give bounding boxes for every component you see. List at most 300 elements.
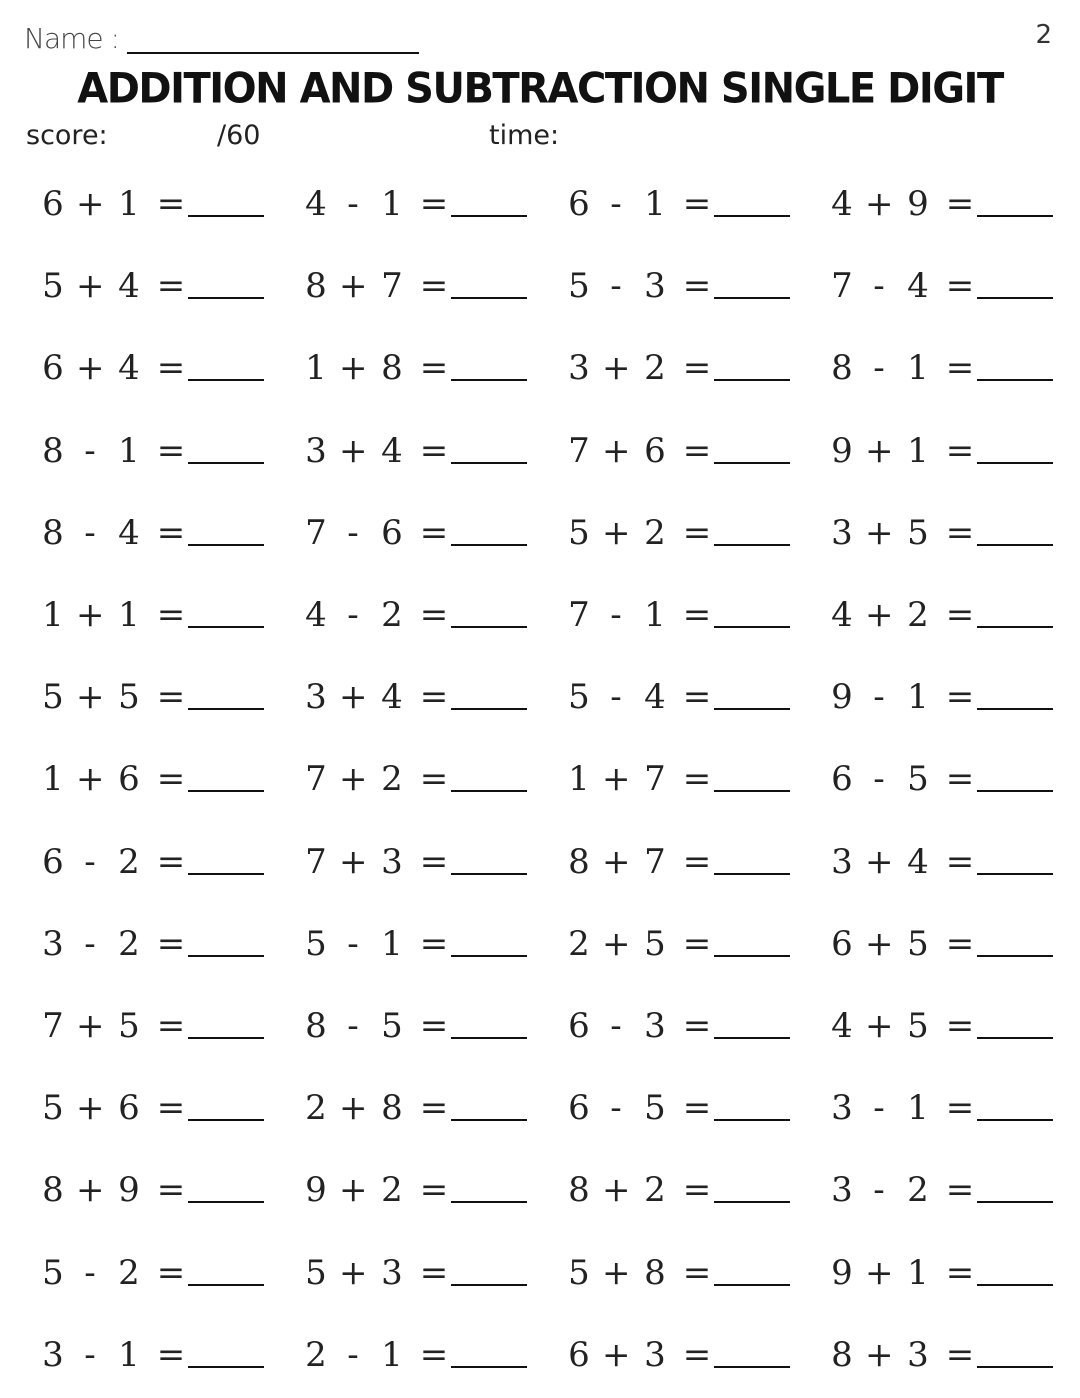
equals-sign: = [682,1088,712,1128]
equals-sign: = [945,266,975,306]
math-problem [831,260,1080,320]
first-operand: 2 [568,924,590,964]
math-problem [568,1247,828,1307]
equals-sign: = [682,924,712,964]
answer-blank[interactable] [451,1119,527,1121]
operator-sign: + [76,759,105,799]
answer-blank[interactable] [977,462,1053,464]
problem-row [0,507,1080,567]
second-operand: 5 [118,1006,140,1046]
operator-sign: + [602,1335,631,1375]
operator-sign: + [602,759,631,799]
equals-sign: = [419,348,449,388]
math-problem [568,342,828,402]
second-operand: 3 [644,266,666,306]
equals-sign: = [156,1088,186,1128]
math-problem [831,1000,1080,1060]
second-operand: 1 [644,184,666,224]
equals-sign: = [682,1253,712,1293]
second-operand: 1 [381,1335,403,1375]
equals-sign: = [945,348,975,388]
answer-blank[interactable] [451,379,527,381]
first-operand: 3 [305,677,327,717]
answer-blank[interactable] [714,626,790,628]
second-operand: 5 [381,1006,403,1046]
operator-sign: + [865,924,894,964]
operator-sign: - [84,431,96,471]
answer-blank[interactable] [451,955,527,957]
math-problem [42,1329,302,1389]
first-operand: 3 [42,924,64,964]
answer-blank[interactable] [977,297,1053,299]
operator-sign: + [865,431,894,471]
math-problem [568,1082,828,1142]
equals-sign: = [156,595,186,635]
equals-sign: = [682,1170,712,1210]
operator-sign: + [76,266,105,306]
answer-blank[interactable] [188,379,264,381]
math-problem [305,342,565,402]
first-operand: 3 [831,1170,853,1210]
answer-blank[interactable] [188,462,264,464]
first-operand: 1 [568,759,590,799]
equals-sign: = [156,842,186,882]
problem-row [0,1000,1080,1060]
answer-blank[interactable] [714,544,790,546]
problem-row [0,671,1080,731]
math-problem [305,507,565,567]
first-operand: 1 [42,759,64,799]
operator-sign: + [339,1253,368,1293]
operator-sign: + [339,842,368,882]
operator-sign: - [873,759,885,799]
answer-blank[interactable] [188,708,264,710]
first-operand: 3 [42,1335,64,1375]
first-operand: 3 [831,1088,853,1128]
operator-sign: + [76,595,105,635]
equals-sign: = [945,431,975,471]
equals-sign: = [945,1088,975,1128]
answer-blank[interactable] [977,873,1053,875]
operator-sign: - [84,842,96,882]
equals-sign: = [156,266,186,306]
first-operand: 9 [831,1253,853,1293]
first-operand: 4 [305,184,327,224]
operator-sign: + [339,677,368,717]
answer-blank[interactable] [451,1037,527,1039]
second-operand: 1 [118,431,140,471]
first-operand: 4 [305,595,327,635]
problem-row [0,178,1080,238]
first-operand: 7 [305,759,327,799]
second-operand: 7 [381,266,403,306]
second-operand: 2 [907,1170,929,1210]
second-operand: 5 [907,759,929,799]
problem-row [0,918,1080,978]
math-problem [42,836,302,896]
problem-row [0,342,1080,402]
first-operand: 3 [305,431,327,471]
answer-blank[interactable] [977,626,1053,628]
operator-sign: + [76,677,105,717]
math-problem [568,671,828,731]
first-operand: 5 [568,1253,590,1293]
first-operand: 6 [568,1006,590,1046]
equals-sign: = [945,677,975,717]
first-operand: 7 [305,513,327,553]
first-operand: 8 [568,842,590,882]
first-operand: 3 [831,513,853,553]
second-operand: 5 [644,1088,666,1128]
math-problem [831,589,1080,649]
math-problem [831,342,1080,402]
first-operand: 9 [305,1170,327,1210]
answer-blank[interactable] [188,790,264,792]
equals-sign: = [682,842,712,882]
first-operand: 7 [42,1006,64,1046]
problem-row [0,260,1080,320]
first-operand: 9 [831,677,853,717]
answer-blank[interactable] [714,297,790,299]
second-operand: 4 [118,348,140,388]
math-problem [305,671,565,731]
first-operand: 5 [305,924,327,964]
answer-blank[interactable] [188,1119,264,1121]
second-operand: 2 [381,759,403,799]
first-operand: 4 [831,595,853,635]
math-problem [305,260,565,320]
first-operand: 6 [42,184,64,224]
math-problem [568,1164,828,1224]
operator-sign: - [610,1088,622,1128]
math-problem [831,671,1080,731]
answer-blank[interactable] [977,379,1053,381]
first-operand: 5 [42,1253,64,1293]
equals-sign: = [682,184,712,224]
first-operand: 8 [831,1335,853,1375]
math-problem [42,589,302,649]
math-problem [831,425,1080,485]
equals-sign: = [945,924,975,964]
first-operand: 3 [568,348,590,388]
operator-sign: - [873,677,885,717]
second-operand: 1 [644,595,666,635]
math-problem [568,425,828,485]
math-problem [568,589,828,649]
equals-sign: = [682,431,712,471]
operator-sign: + [602,924,631,964]
second-operand: 1 [118,1335,140,1375]
first-operand: 6 [42,842,64,882]
second-operand: 2 [381,595,403,635]
equals-sign: = [419,759,449,799]
math-problem [305,178,565,238]
equals-sign: = [156,513,186,553]
answer-blank[interactable] [977,790,1053,792]
math-problem [305,836,565,896]
second-operand: 4 [907,266,929,306]
second-operand: 4 [381,431,403,471]
second-operand: 5 [907,513,929,553]
operator-sign: - [873,266,885,306]
equals-sign: = [156,924,186,964]
math-problem [568,836,828,896]
second-operand: 1 [907,348,929,388]
math-problem [831,507,1080,567]
name-label: Name : [24,22,119,55]
problem-row [0,1164,1080,1224]
equals-sign: = [682,266,712,306]
math-problem [42,1082,302,1142]
answer-blank[interactable] [188,297,264,299]
equals-sign: = [156,1170,186,1210]
first-operand: 8 [831,348,853,388]
answer-blank[interactable] [188,215,264,217]
math-problem [831,178,1080,238]
equals-sign: = [682,1006,712,1046]
answer-blank[interactable] [451,790,527,792]
answer-blank[interactable] [188,873,264,875]
operator-sign: - [84,1335,96,1375]
math-problem [42,1164,302,1224]
problem-row [0,1082,1080,1142]
operator-sign: + [76,1170,105,1210]
answer-blank[interactable] [977,1284,1053,1286]
equals-sign: = [156,1335,186,1375]
operator-sign: + [339,431,368,471]
second-operand: 1 [381,184,403,224]
math-problem [831,918,1080,978]
second-operand: 2 [118,842,140,882]
equals-sign: = [945,1253,975,1293]
second-operand: 4 [381,677,403,717]
second-operand: 6 [381,513,403,553]
first-operand: 8 [42,431,64,471]
answer-blank[interactable] [977,1366,1053,1368]
operator-sign: - [347,1335,359,1375]
equals-sign: = [945,184,975,224]
operator-sign: - [873,348,885,388]
operator-sign: + [76,184,105,224]
answer-blank[interactable] [188,544,264,546]
math-problem [568,753,828,813]
math-problem [42,178,302,238]
math-problem [305,753,565,813]
answer-blank[interactable] [714,215,790,217]
operator-sign: + [865,184,894,224]
equals-sign: = [419,184,449,224]
first-operand: 8 [305,266,327,306]
second-operand: 4 [118,513,140,553]
operator-sign: + [865,595,894,635]
math-problem [305,1082,565,1142]
math-problem [305,1247,565,1307]
problem-row [0,1329,1080,1389]
equals-sign: = [419,1335,449,1375]
first-operand: 6 [568,1088,590,1128]
equals-sign: = [419,1006,449,1046]
second-operand: 3 [381,1253,403,1293]
answer-blank[interactable] [451,873,527,875]
answer-blank[interactable] [977,1037,1053,1039]
operator-sign: + [339,266,368,306]
answer-blank[interactable] [451,1201,527,1203]
answer-blank[interactable] [188,955,264,957]
operator-sign: + [76,1088,105,1128]
operator-sign: - [610,1006,622,1046]
first-operand: 7 [305,842,327,882]
name-field-line[interactable] [127,52,419,54]
math-problem [42,1247,302,1307]
operator-sign: - [84,513,96,553]
second-operand: 1 [907,1088,929,1128]
operator-sign: - [347,1006,359,1046]
answer-blank[interactable] [977,955,1053,957]
second-operand: 3 [381,842,403,882]
equals-sign: = [156,431,186,471]
first-operand: 7 [831,266,853,306]
answer-blank[interactable] [977,708,1053,710]
operator-sign: - [84,1253,96,1293]
operator-sign: + [339,1088,368,1128]
answer-blank[interactable] [188,1037,264,1039]
first-operand: 7 [568,431,590,471]
second-operand: 2 [118,924,140,964]
first-operand: 5 [42,266,64,306]
answer-blank[interactable] [977,215,1053,217]
answer-blank[interactable] [977,544,1053,546]
second-operand: 3 [644,1006,666,1046]
answer-blank[interactable] [714,1037,790,1039]
equals-sign: = [682,1335,712,1375]
operator-sign: + [76,348,105,388]
first-operand: 4 [831,184,853,224]
operator-sign: - [610,184,622,224]
math-problem [831,753,1080,813]
second-operand: 8 [381,348,403,388]
math-problem [568,1329,828,1389]
answer-blank[interactable] [977,1119,1053,1121]
second-operand: 3 [907,1335,929,1375]
answer-blank[interactable] [188,1366,264,1368]
second-operand: 4 [118,266,140,306]
answer-blank[interactable] [451,1284,527,1286]
equals-sign: = [419,924,449,964]
second-operand: 6 [118,759,140,799]
second-operand: 7 [644,842,666,882]
answer-blank[interactable] [977,1201,1053,1203]
first-operand: 1 [305,348,327,388]
second-operand: 2 [644,513,666,553]
operator-sign: - [873,1088,885,1128]
answer-blank[interactable] [714,462,790,464]
equals-sign: = [156,1253,186,1293]
math-problem [305,425,565,485]
equals-sign: = [419,431,449,471]
answer-blank[interactable] [714,379,790,381]
answer-blank[interactable] [451,215,527,217]
answer-blank[interactable] [714,1284,790,1286]
second-operand: 3 [644,1335,666,1375]
answer-blank[interactable] [451,297,527,299]
operator-sign: - [347,513,359,553]
math-problem [42,507,302,567]
answer-blank[interactable] [714,955,790,957]
operator-sign: + [865,1335,894,1375]
second-operand: 2 [118,1253,140,1293]
equals-sign: = [419,595,449,635]
score-total: /60 [217,120,261,151]
math-problem [568,918,828,978]
math-problem [568,178,828,238]
answer-blank[interactable] [714,873,790,875]
first-operand: 6 [42,348,64,388]
second-operand: 6 [644,431,666,471]
second-operand: 5 [907,1006,929,1046]
first-operand: 6 [831,924,853,964]
equals-sign: = [682,677,712,717]
equals-sign: = [945,1335,975,1375]
second-operand: 8 [644,1253,666,1293]
answer-blank[interactable] [188,626,264,628]
answer-blank[interactable] [714,1201,790,1203]
answer-blank[interactable] [451,1366,527,1368]
first-operand: 5 [42,1088,64,1128]
answer-blank[interactable] [451,462,527,464]
answer-blank[interactable] [451,708,527,710]
equals-sign: = [945,759,975,799]
equals-sign: = [156,1006,186,1046]
operator-sign: + [339,759,368,799]
equals-sign: = [945,595,975,635]
operator-sign: - [84,924,96,964]
first-operand: 5 [568,266,590,306]
equals-sign: = [945,1170,975,1210]
answer-blank[interactable] [714,1119,790,1121]
first-operand: 8 [568,1170,590,1210]
math-problem [831,1164,1080,1224]
first-operand: 6 [568,1335,590,1375]
math-problem [831,1247,1080,1307]
equals-sign: = [156,677,186,717]
operator-sign: + [602,842,631,882]
operator-sign: + [865,513,894,553]
equals-sign: = [682,759,712,799]
answer-blank[interactable] [714,1366,790,1368]
first-operand: 5 [305,1253,327,1293]
operator-sign: - [610,595,622,635]
first-operand: 2 [305,1335,327,1375]
operator-sign: + [865,1253,894,1293]
answer-blank[interactable] [188,1284,264,1286]
math-problem [568,507,828,567]
answer-blank[interactable] [714,790,790,792]
answer-blank[interactable] [451,544,527,546]
answer-blank[interactable] [714,708,790,710]
equals-sign: = [945,513,975,553]
math-problem [42,753,302,813]
operator-sign: + [602,1170,631,1210]
answer-blank[interactable] [188,1201,264,1203]
first-operand: 4 [831,1006,853,1046]
first-operand: 2 [305,1088,327,1128]
problem-row [0,753,1080,813]
math-problem [305,1164,565,1224]
answer-blank[interactable] [451,626,527,628]
first-operand: 3 [831,842,853,882]
equals-sign: = [419,1088,449,1128]
second-operand: 9 [907,184,929,224]
